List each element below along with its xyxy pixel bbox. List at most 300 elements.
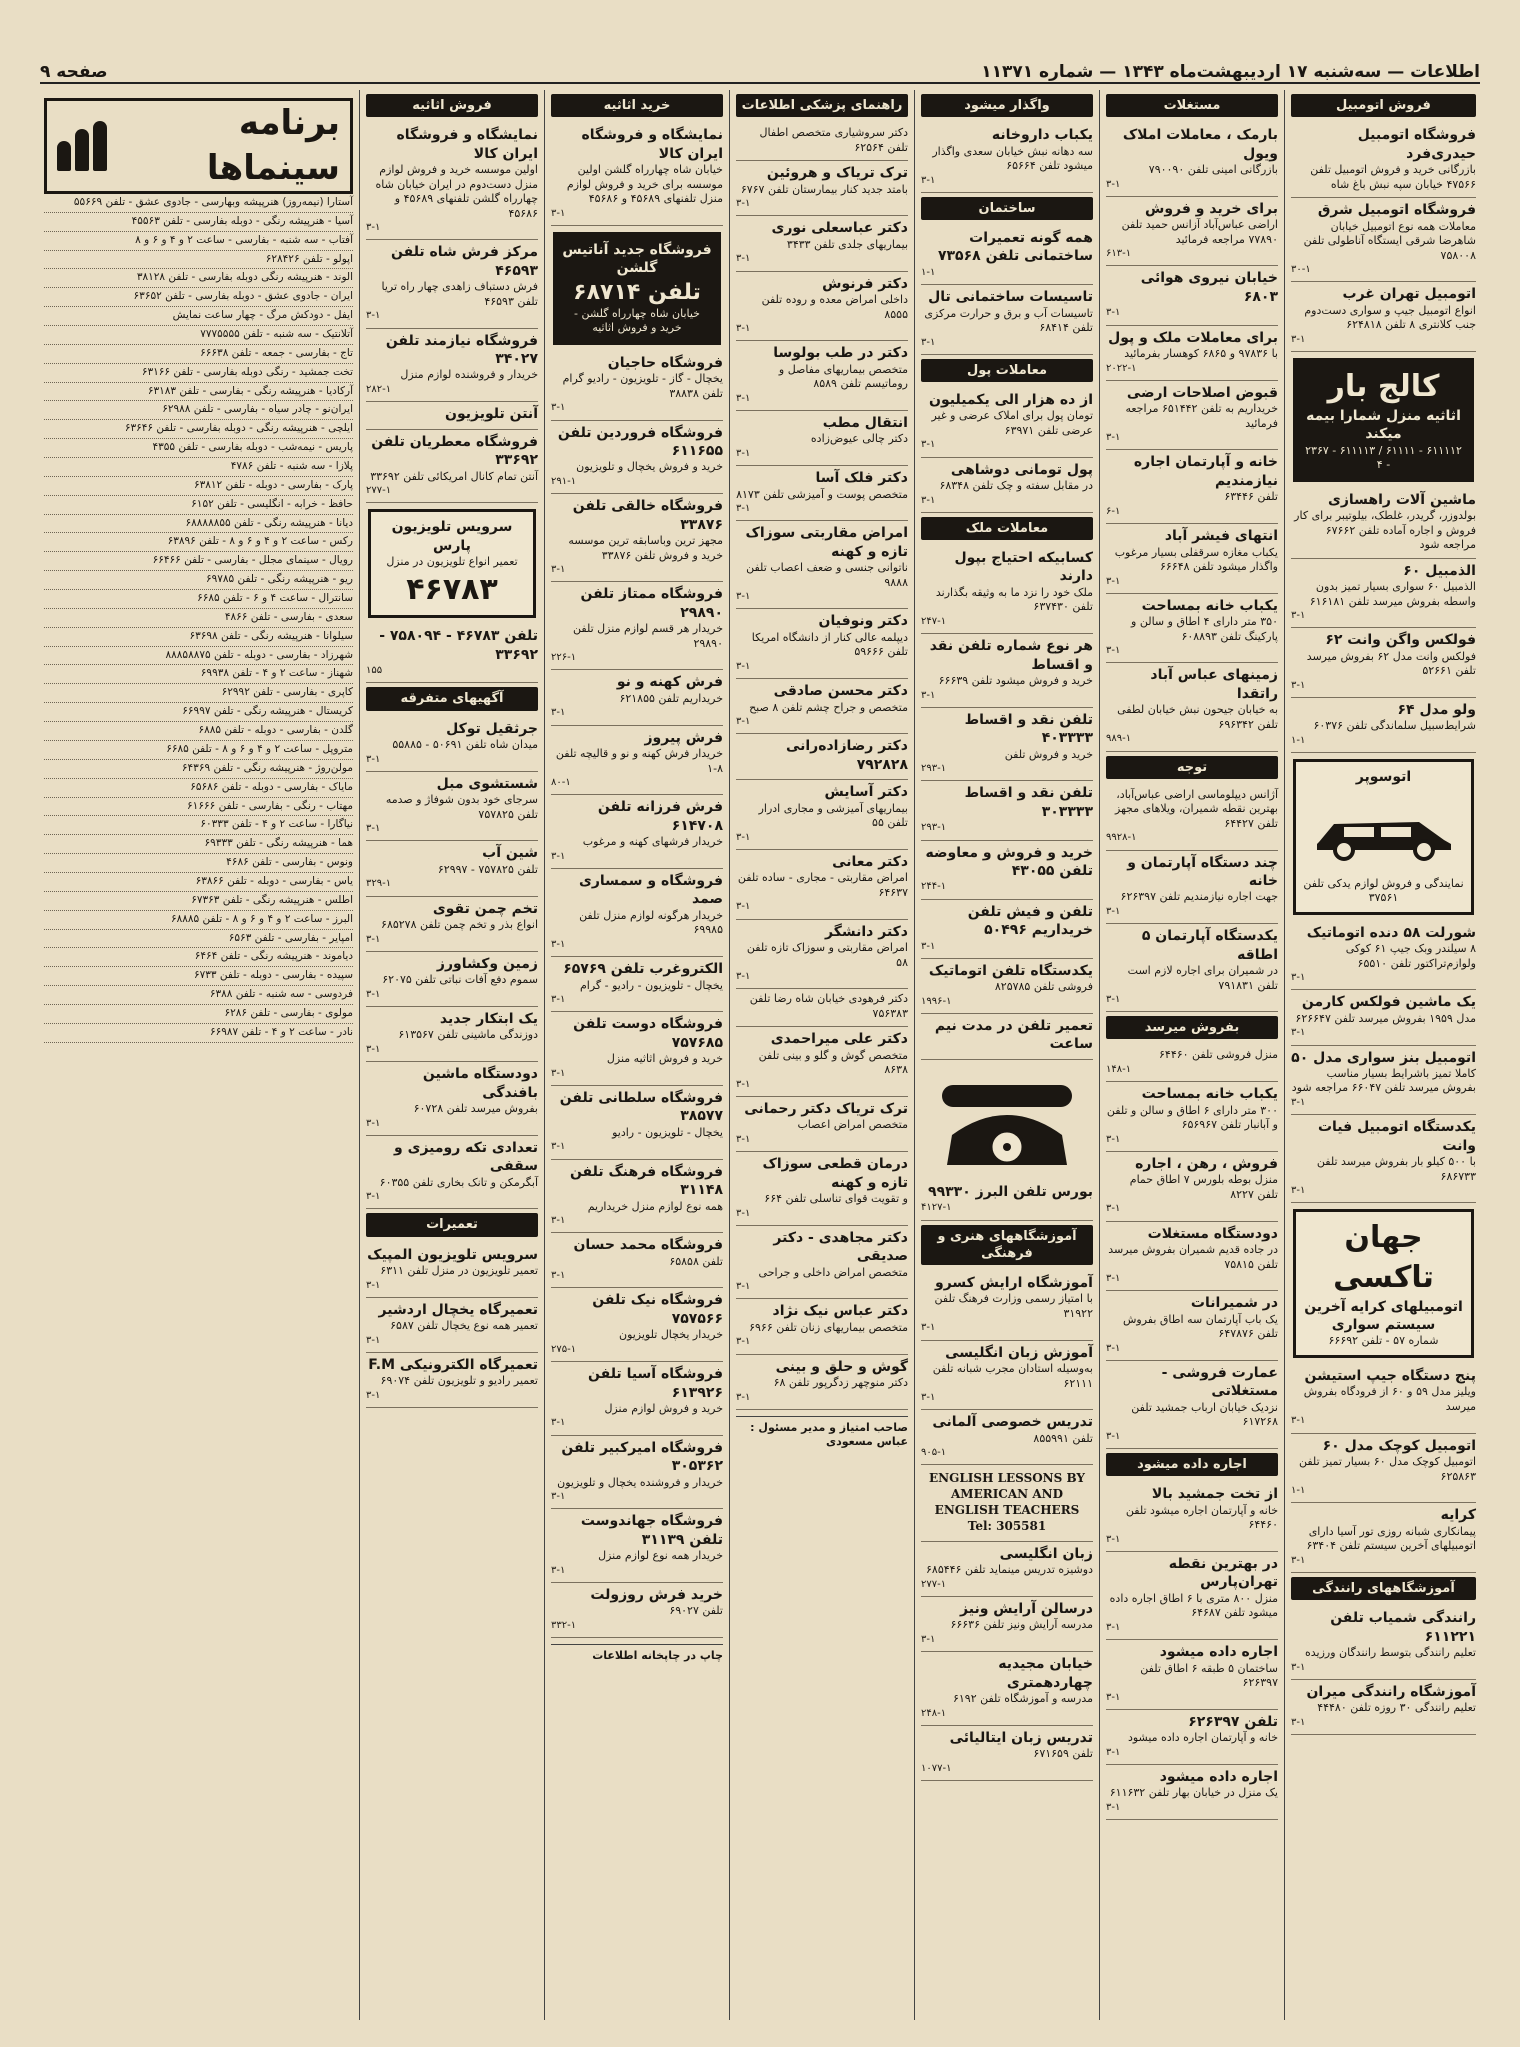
ad-ref: ۳-۱ bbox=[1291, 1554, 1306, 1566]
cinema-listing: مایاک - بفارسی - دوبله - تلفن ۶۵۶۸۶ bbox=[44, 779, 353, 798]
ad-body: تلفن ۷۵۷۸۲۵ - ۶۲۹۹۷ bbox=[437, 862, 538, 876]
ad-title: ترک تریاک و هروئین bbox=[766, 165, 908, 182]
ad-title: چند دستگاه آپارتمان و خانه bbox=[1127, 854, 1278, 889]
classified-ad bbox=[1106, 123, 1278, 197]
classified-ad bbox=[366, 952, 538, 1007]
ad-ref: ۳-۱ bbox=[1106, 1133, 1121, 1145]
classified-ad bbox=[736, 521, 908, 609]
ad-body: در مقابل سفته و چک تلفن ۶۸۳۴۸ bbox=[939, 479, 1093, 493]
ad-body: ۳۵۰ متر دارای ۴ اطاق و سالن و پارکینگ تلفن ۶۰۸۸۹۳ bbox=[1131, 615, 1278, 643]
ad-body: یخچال - تلویزیون - رادیو bbox=[612, 1125, 723, 1139]
ad-list bbox=[1291, 1606, 1476, 1735]
ad-title: قبوض اصلاحات ارضی bbox=[1126, 384, 1278, 401]
ad-title: نمایشگاه و فروشگاه ایران کالا bbox=[581, 127, 723, 162]
classified-ad bbox=[1106, 1482, 1278, 1552]
ad-body: اولین موسسه خرید و فروش لوازم منزل دست‌دوم در ایران خیابان شاه چهارراه گلشن تلفنهای ۴۵۶۸۹ و ۴۵۶۸۶ bbox=[375, 163, 538, 220]
ad-title: ترک تریاک دکتر رحمانی bbox=[744, 1100, 908, 1117]
english-lessons-ad bbox=[921, 1465, 1093, 1541]
ad-phones: ۶۱۱۱۱۲ - ۶۱۱۱۱ / ۶۱۱۱۱۳ - ۲۳۶۷ - ۴ bbox=[1305, 443, 1462, 472]
ad-body: خانه و آپارتمان اجاره داده میشود bbox=[1127, 1731, 1278, 1745]
ad-title: تعدادی تکه رومیزی و سقفی bbox=[394, 1139, 538, 1175]
ad-title: خرید و فروش و معاوضه تلفن ۴۳۰۵۵ bbox=[925, 844, 1093, 880]
ad-body: خرید و فروش اثاثیه منزل bbox=[606, 1052, 723, 1066]
classified-ad bbox=[551, 1436, 723, 1510]
ad-subtitle: اثاثیه منزل شمارا بیمه میکند bbox=[1306, 407, 1461, 443]
cinema-listing: ایران‌نو - چادر سیاه - بفارسی - تلفن ۶۲۹۸۸ bbox=[44, 401, 353, 420]
column-buy-furniture bbox=[544, 90, 729, 2020]
ad-list bbox=[1291, 123, 1476, 352]
printer-line: چاپ در چاپخانه اطلاعات bbox=[551, 1644, 723, 1664]
ad-ref: ۲۷۷-۱ bbox=[921, 1578, 947, 1590]
cinema-listing: آتلانتیک - سه شنبه - تلفن ۷۷۷۵۵۵۵ bbox=[44, 326, 353, 345]
ad-title: یک ابتکار جدید bbox=[439, 1010, 538, 1027]
classified-ad bbox=[1291, 1606, 1476, 1680]
ad-body: میدان شاه تلفن ۵۰۶۹۱ - ۵۵۸۸۵ bbox=[392, 738, 538, 752]
classified-ad bbox=[1106, 594, 1278, 664]
ad-title: دودستگاه مستغلات bbox=[1147, 1225, 1278, 1242]
ad-list bbox=[736, 123, 908, 1410]
ad-title: یکدستگاه اتومبیل فیات وانت bbox=[1317, 1119, 1476, 1154]
ad-body: سموم دفع آفات نباتی تلفن ۶۲۰۷۵ bbox=[382, 973, 538, 987]
classified-ad bbox=[551, 1509, 723, 1583]
ad-ref: ۳-۱ bbox=[551, 1067, 566, 1079]
ad-body: منزل فروشی تلفن ۶۴۴۶۰ bbox=[1159, 1048, 1278, 1062]
cinema-listing: رکس - ساعت ۲ و ۴ و ۶ و ۸ - تلفن ۶۳۸۹۶ bbox=[44, 533, 353, 552]
ad-title: سرویس تلویزیون المپیک bbox=[367, 1246, 538, 1263]
cinema-listing: البرز - ساعت ۲ و ۴ و ۶ و ۸ - تلفن ۶۸۸۸۵ bbox=[44, 911, 353, 930]
ad-title: یکدستگاه تلفن اتوماتیک bbox=[928, 962, 1093, 979]
ad-ref: ۳-۱ bbox=[366, 988, 381, 1000]
ad-ref: ۳-۱ bbox=[736, 503, 751, 515]
ad-ref: ۳-۱ bbox=[921, 439, 936, 451]
ad-title: بارمک ، معاملات املاک ویول bbox=[1122, 127, 1278, 162]
ad-body: با ۵۰۰ کیلو بار بفروش میرسد تلفن ۶۸۶۷۳۳ bbox=[1316, 1155, 1476, 1183]
ad-body: اتومبیل کوچک مدل ۶۰ بسیار تمیز تلفن ۶۲۵۸۶۳ bbox=[1298, 1455, 1476, 1483]
classified-ad bbox=[551, 1362, 723, 1436]
classified-ad bbox=[736, 216, 908, 271]
ad-title: تلفن ۶۲۶۳۹۷ bbox=[1188, 1713, 1278, 1730]
ad-ref: ۳-۱ bbox=[736, 660, 751, 672]
ad-phones: شماره ۵۷ - تلفن ۶۶۶۹۲ bbox=[1328, 1334, 1439, 1348]
ad-ref: ۳-۱ bbox=[1106, 645, 1121, 657]
classified-ad bbox=[736, 734, 908, 780]
ad-body: داخلی امراض معده و روده تلفن ۸۵۵۵ bbox=[761, 293, 908, 321]
ad-ref: ۳-۱ bbox=[1106, 1691, 1121, 1703]
ad-body: به خیابان جیحون نبش خیابان لطفی تلفن ۶۹۶۳۴۲ bbox=[1117, 703, 1278, 731]
ad-title: پول تومانی دوشاهی bbox=[950, 461, 1093, 478]
ad-title: همه گونه تعمیرات ساختمانی تلفن ۷۳۵۶۸ bbox=[937, 230, 1093, 265]
cinema-listing: متروپل - ساعت ۲ و ۴ و ۶ و ۸ - تلفن ۶۶۸۵ bbox=[44, 741, 353, 760]
ad-ref: ۲۴۷-۱ bbox=[921, 615, 947, 627]
classified-ad bbox=[921, 1726, 1093, 1781]
ad-title: درمان قطعی سوزاک تازه و کهنه bbox=[762, 1156, 908, 1191]
classified-ad bbox=[366, 1243, 538, 1298]
section-header: راهنمای پزشکی اطلاعات bbox=[736, 94, 908, 117]
classified-ad bbox=[1106, 924, 1278, 1012]
ad-title: فروشگاه خالقی تلفن ۳۳۸۷۶ bbox=[572, 498, 723, 533]
ad-body: تلفن ۶۵۸۵۸ bbox=[669, 1254, 723, 1268]
ad-title: اتوسوپر bbox=[1355, 769, 1412, 786]
classified-ad bbox=[1106, 450, 1278, 524]
ad-body: یخچال - گاز - تلویزیون - رادیو گرام تلفن ۳۸۸۳۸ bbox=[562, 372, 723, 400]
cinema-listing: اطلس - هنرپیشه رنگی - تلفن ۶۷۳۶۳ bbox=[44, 892, 353, 911]
ad-body: خیابان شاه چهارراه گلشن - خرید و فروش اثاثیه bbox=[574, 306, 700, 335]
classified-ad bbox=[736, 466, 908, 521]
ad-body: بازرگانی امینی تلفن ۷۹۰۰۹۰ bbox=[1148, 163, 1278, 177]
ad-ref: ۳-۱ bbox=[921, 336, 936, 348]
classified-ad bbox=[921, 1180, 1093, 1221]
ad-body: اراضی عباس‌آباد آزانس حمید تلفن ۷۷۸۹۰ مراجعه فرمائید bbox=[1121, 218, 1278, 246]
ad-body: تومان پول برای املاک عرضی و غیر عرضی تلفن ۶۳۹۷۱ bbox=[931, 409, 1093, 437]
ad-ref: ۳-۱ bbox=[1106, 575, 1121, 587]
ad-title: انتهای فیشر آباد bbox=[1164, 528, 1278, 545]
cinema-listing: دیاموند - هنرپیشه رنگی - تلفن ۶۴۶۴ bbox=[44, 948, 353, 967]
cinema-listing: الوند - هنرپیشه رنگی دوبله بفارسی - تلفن ۳۸۱۲۸ bbox=[44, 269, 353, 288]
ad-list bbox=[921, 1271, 1093, 1466]
ad-title: تلفن نقد و اقساط ۴۰۳۳۳۳ bbox=[964, 711, 1093, 747]
ad-body: خریدار هرگونه لوازم منزل تلفن ۶۹۹۸۵ bbox=[579, 908, 723, 937]
classified-ad bbox=[736, 989, 908, 1027]
ad-title: هر نوع شماره تلفن نقد و اقساط bbox=[929, 638, 1093, 673]
ad-body: آنتن تمام کانال امریکائی تلفن ۳۳۶۹۲ bbox=[370, 469, 538, 483]
ad-title: فرش کهنه و نو bbox=[616, 674, 723, 691]
classified-ad bbox=[1106, 1152, 1278, 1222]
cinema-list bbox=[44, 194, 353, 1043]
ad-ref: ۳-۱ bbox=[1106, 994, 1121, 1006]
ad-title: فروشگاه و سمساری صمد bbox=[578, 872, 723, 908]
section-header: ساختمان bbox=[921, 197, 1093, 220]
ad-ref: ۳-۱ bbox=[921, 940, 936, 952]
cinema-listing: نادر - ساعت ۲ و ۴ - تلفن ۶۶۹۸۷ bbox=[44, 1024, 353, 1043]
ad-body: ساختمان ۵ طبقه ۶ اطاق تلفن ۶۲۶۳۹۷ bbox=[1140, 1661, 1278, 1690]
ad-title: تعمیرگاه الکترونیکی F.M bbox=[368, 1356, 538, 1373]
publisher-line: صاحب امتیاز و مدیر مسئول : عباس مسعودی bbox=[736, 1416, 908, 1450]
classified-ad bbox=[736, 341, 908, 411]
telephone-icon bbox=[932, 1065, 1082, 1175]
ad-ref: ۳-۱ bbox=[736, 447, 751, 459]
ad-title: تخم چمن تقوی bbox=[432, 900, 538, 917]
column-cinemas bbox=[38, 90, 359, 2020]
ad-ref: ۳-۱ bbox=[366, 1389, 381, 1401]
ad-title: فروشگاه اتومبیل حیدری‌فرد bbox=[1357, 127, 1476, 162]
classified-ad bbox=[1291, 921, 1476, 991]
ad-body: متخصص پوست و آمیزشی تلفن ۸۱۷۳ bbox=[736, 487, 908, 501]
ad-ref: ۳-۱ bbox=[551, 564, 566, 576]
columns bbox=[38, 90, 1482, 2020]
ad-title: درسالن آرایش ونیز bbox=[960, 1600, 1093, 1617]
ad-body: جهت اجاره نیازمندیم تلفن ۶۲۶۳۹۷ bbox=[1120, 890, 1278, 904]
cinema-listing: پاریس - نیمه‌شب - دوبله بفارسی - تلفن ۴۳۵۵ bbox=[44, 439, 353, 458]
classified-ad bbox=[921, 1597, 1093, 1652]
ad-title: شین آب bbox=[482, 845, 538, 862]
ad-ref: ۳-۱ bbox=[736, 253, 751, 265]
ad-title: برای معاملات ملک و پول bbox=[1108, 329, 1278, 346]
ad-ref: ۳-۱ bbox=[921, 174, 936, 186]
ad-ref: ۳-۱ bbox=[366, 933, 381, 945]
ad-list bbox=[366, 717, 538, 1210]
classified-ad bbox=[921, 900, 1093, 959]
ad-body: خرید و فروش لوازم منزل bbox=[604, 1401, 723, 1415]
ad-body: خریدار و فروشنده یخچال و تلویزیون bbox=[557, 1475, 723, 1489]
classified-ad bbox=[551, 1086, 723, 1160]
ad-ref: ۳-۱ bbox=[736, 971, 751, 983]
classified-ad bbox=[921, 123, 1093, 193]
classified-ad bbox=[366, 624, 538, 683]
ad-ref: ۱۹۹۶-۱ bbox=[921, 995, 952, 1007]
ad-ref: ۳-۱ bbox=[551, 938, 566, 950]
ad-title: نمایشگاه و فروشگاه ایران کالا bbox=[396, 127, 538, 162]
ad-title: در شمیرانات bbox=[1190, 1295, 1278, 1312]
classified-ad bbox=[736, 161, 908, 216]
classified-ad bbox=[736, 1097, 908, 1152]
ad-ref: ۳-۱ bbox=[921, 1392, 936, 1404]
classified-ad bbox=[366, 1298, 538, 1353]
ad-body: خریدار فرشهای کهنه و مرغوب bbox=[582, 835, 723, 849]
ad-body: آژانس دیپلوماسی اراضی عباس‌آباد، بهترین نقطه شمیران، ویلاهای مجهز تلفن ۶۴۴۲۷ bbox=[1115, 787, 1278, 830]
ad-ref: ۳-۱ bbox=[551, 1564, 566, 1576]
ad-body: خریدار یخچال تلویزیون bbox=[618, 1328, 723, 1342]
classified-ad bbox=[1291, 990, 1476, 1045]
ad-body: فولکس وانت مدل ۶۲ بفروش میرسد تلفن ۵۲۶۶۱ bbox=[1306, 649, 1476, 678]
ad-body: نمایندگی و فروش لوازم یدکی تلفن ۳۷۵۶۱ bbox=[1303, 876, 1464, 905]
cinema-listing: مولن‌روژ - هنرپیشه رنگی - تلفن ۶۴۳۶۹ bbox=[44, 760, 353, 779]
ad-ref: ۳-۱ bbox=[1291, 1185, 1306, 1197]
classified-ad bbox=[1291, 1364, 1476, 1434]
classified-ad bbox=[1106, 1710, 1278, 1765]
classified-ad bbox=[366, 1136, 538, 1210]
ad-ref: ۳-۱ bbox=[366, 310, 381, 322]
college-bar-ad bbox=[1293, 358, 1474, 482]
jahan-taxi-ad bbox=[1293, 1209, 1474, 1358]
ad-body: دکتر منوچهر زدگرپور تلفن ۶۸ bbox=[773, 1376, 908, 1390]
ad-ref: ۳-۱ bbox=[736, 1078, 751, 1090]
classified-ad bbox=[1106, 1765, 1278, 1820]
ad-title: اجاره داده میشود bbox=[1159, 1768, 1278, 1785]
ad-ref: ۳-۱ bbox=[1291, 333, 1306, 345]
classified-ad bbox=[551, 670, 723, 725]
ad-ref: ۳-۱ bbox=[1106, 1203, 1121, 1215]
cinema-listing: هما - هنرپیشه رنگی - تلفن ۶۹۳۳۳ bbox=[44, 835, 353, 854]
telephone-illustration bbox=[921, 1060, 1093, 1180]
ad-body: متخصص گوش و گلو و بینی تلفن ۸۶۳۸ bbox=[758, 1048, 908, 1077]
classified-ad bbox=[1106, 326, 1278, 381]
ad-ref: ۳-۱ bbox=[1291, 1097, 1306, 1108]
ad-ref: ۳-۱ bbox=[366, 1334, 381, 1346]
cinema-listing: تاج - بفارسی - جمعه - تلفن ۶۶۶۳۸ bbox=[44, 345, 353, 364]
ad-title: خیابان مجیدیه چهاردهمتری bbox=[998, 1656, 1093, 1691]
ad-title: فروشگاه فروردین تلفن ۶۱۱۶۵۵ bbox=[557, 424, 723, 459]
ad-ref: ۲۷۷-۱ bbox=[366, 485, 392, 497]
ad-title: فروشگاه معطریان تلفن ۳۳۶۹۲ bbox=[371, 433, 538, 469]
ad-title: ولو مدل ۶۴ bbox=[1397, 701, 1476, 718]
cinema-listing: رویال - سینمای مجلل - بفارسی - تلفن ۶۶۴۶۶ bbox=[44, 552, 353, 571]
classified-ad bbox=[551, 351, 723, 421]
cinema-listing: یاس - بفارسی - دوبله - تلفن ۶۳۸۶۶ bbox=[44, 873, 353, 892]
ad-ref: ۳-۱ bbox=[1106, 1342, 1121, 1354]
classified-ad bbox=[921, 458, 1093, 513]
classified-ad bbox=[736, 850, 908, 920]
classified-ad bbox=[366, 1353, 538, 1408]
ad-title: الذمبیل ۶۰ bbox=[1403, 562, 1476, 579]
ad-body: همه نوع لوازم منزل خریداریم bbox=[587, 1199, 723, 1213]
ad-body: منزل بوطه بلورس ۷ اطاق حمام تلفن ۸۲۲۷ bbox=[1129, 1173, 1278, 1201]
ad-title: انتقال مطب bbox=[822, 414, 908, 431]
classified-ad bbox=[366, 841, 538, 896]
cinema-listing: پلازا - سه شنبه - تلفن ۴۷۸۶ bbox=[44, 458, 353, 477]
ad-title: دکتر آسایش bbox=[824, 784, 908, 801]
ad-title: یکدستگاه آپارتمان ۵ اطاقه bbox=[1141, 928, 1278, 963]
ad-ref: ۳-۱ bbox=[1106, 1273, 1121, 1285]
classified-ad bbox=[921, 388, 1093, 458]
classified-ad bbox=[921, 226, 1093, 285]
ad-title: فولکس واگن وانت ۶۲ bbox=[1325, 632, 1476, 649]
ad-body: ناتوانی جنسی و ضعف اعصاب تلفن ۹۸۸۸ bbox=[746, 561, 908, 589]
classified-ad bbox=[736, 920, 908, 990]
cinema-listing: مهتاب - رنگی - بفارسی - تلفن ۶۱۶۶۶ bbox=[44, 798, 353, 817]
ad-title: فروشگاه جدید آناتیس گلشن bbox=[562, 241, 712, 277]
car-icon bbox=[1309, 802, 1459, 862]
classified-ad bbox=[1106, 663, 1278, 751]
ad-body: خریدار فرش کهنه و نو و قالیچه تلفن ۸-۱ bbox=[555, 747, 723, 775]
ad-list bbox=[921, 546, 1093, 959]
ad-body: تعمیر انواع تلویزیون در منزل bbox=[386, 555, 518, 569]
ad-list bbox=[921, 1542, 1093, 1781]
people-illustration bbox=[57, 121, 107, 171]
ad-title: دکتر رضازاده‌رانی ۷۹۲۸۲۸ bbox=[785, 738, 908, 773]
cinema-listing: کریستال - هنرپیشه رنگی - تلفن ۶۶۹۹۷ bbox=[44, 703, 353, 722]
classified-ad bbox=[551, 869, 723, 957]
column-medical bbox=[729, 90, 914, 2020]
classified-ad bbox=[736, 679, 908, 734]
classified-ad bbox=[921, 1410, 1093, 1465]
ad-body: دیپلمه عالی کنار از دانشگاه امریکا تلفن ۵۹۶۶۶ bbox=[751, 630, 908, 659]
ad-list bbox=[366, 123, 538, 503]
ad-title: تلفن و فیش تلفن خریداریم ۵۰۴۹۶ bbox=[967, 903, 1093, 939]
ad-ref: ۳-۱ bbox=[1106, 905, 1121, 917]
ad-title: فرش پیروز bbox=[644, 729, 723, 746]
ad-body: تلفن ۸۵۵۹۹۱ bbox=[1033, 1431, 1093, 1445]
section-header: معاملات پول bbox=[921, 359, 1093, 382]
ad-title: دکتر در طب بولوسا bbox=[773, 345, 908, 362]
autosuper-ad bbox=[1293, 759, 1474, 915]
ad-body: مدرسه و آموزشگاه تلفن ۶۱۹۲ bbox=[952, 1692, 1093, 1706]
ad-ref: ۳-۱ bbox=[1291, 1716, 1306, 1728]
ad-title: تاسیسات ساختمانی تال bbox=[928, 289, 1093, 306]
classified-ad bbox=[1106, 197, 1278, 267]
ad-body: خیابان شاه چهارراه گلشن اولین موسسه برای خرید و فروش لوازم منزل تلفنهای ۴۵۶۸۹ و ۴۵۶۸۶ bbox=[566, 163, 723, 206]
classified-ad bbox=[551, 1583, 723, 1638]
classified-ad bbox=[921, 1341, 1093, 1411]
classified-ad bbox=[551, 494, 723, 582]
ad-list bbox=[921, 123, 1093, 193]
ad-ref: ۳-۱ bbox=[1106, 1746, 1121, 1758]
ad-ref: ۳-۱ bbox=[1106, 307, 1121, 319]
classified-ad bbox=[1291, 559, 1476, 629]
cinema-program-title: برنامه سینماها bbox=[206, 103, 340, 188]
ad-title: فروشگاه فرهنگ تلفن ۳۱۱۴۸ bbox=[569, 1163, 723, 1199]
ad-title: جهان تاکسی bbox=[1333, 1220, 1434, 1295]
ad-body: خانه و آپارتمان اجاره میشود تلفن ۶۴۴۶۰ bbox=[1125, 1503, 1278, 1532]
classified-ad bbox=[1291, 488, 1476, 559]
ad-body: متخصص بیماریهای زنان تلفن ۶۹۶۶ bbox=[749, 1320, 908, 1334]
ad-body: متخصص بیماریهای مفاصل و روماتیسم تلفن ۸۵۸۹ bbox=[778, 362, 908, 391]
classified-ad bbox=[921, 708, 1093, 782]
ad-body: بامتد جدید کنار بیمارستان تلفن ۶۷۶۷ bbox=[740, 182, 908, 196]
ad-title: یک ماشین فولکس کارمن bbox=[1301, 994, 1476, 1011]
ad-title: شورلت ۵۸ دنده اتوماتیک bbox=[1306, 924, 1476, 941]
ad-body: تعمیر همه نوع یخچال تلفن ۶۵۸۷ bbox=[390, 1319, 538, 1333]
cinema-listing: ایران - جادوی عشق - دوبله بفارسی - تلفن ۶۳۶۵۲ bbox=[44, 288, 353, 307]
classified-ad bbox=[366, 240, 538, 328]
ad-body: فروشی تلفن ۸۲۵۷۸۵ bbox=[994, 980, 1093, 994]
cinema-listing: آستارا (نیمه‌روز) هنرپیشه وبهارسی - جادوی عشق - تلفن ۵۵۶۶۹ bbox=[44, 194, 353, 213]
ad-body: سرجای خود بدون شوفاژ و صدمه تلفن ۷۵۷۸۲۵ bbox=[385, 793, 538, 821]
ad-ref: ۶-۱ bbox=[1106, 505, 1121, 517]
ad-title: دکتر فرنوش bbox=[822, 275, 908, 292]
ad-ref: ۳-۱ bbox=[551, 994, 566, 1006]
ad-ref: ۳-۱ bbox=[1106, 1533, 1121, 1545]
ad-ref: ۳-۱ bbox=[551, 850, 566, 862]
ad-title: شستشوی مبل bbox=[436, 775, 538, 792]
ad-body: تعلیم رانندگی بتوسط رانندگان ورزیده bbox=[1304, 1646, 1476, 1660]
ad-body: بیماریهای آمیزشی و مجاری ادرار تلفن ۵۵ bbox=[758, 801, 908, 830]
ad-title: فرش فرزانه تلفن ۶۱۴۷۰۸ bbox=[597, 799, 723, 834]
classified-ad bbox=[1106, 1361, 1278, 1449]
ad-list bbox=[1106, 1045, 1278, 1449]
ad-ref: ۳-۱ bbox=[1291, 679, 1306, 691]
ad-ref: ۳-۱ bbox=[736, 1133, 751, 1145]
classified-ad bbox=[551, 726, 723, 796]
ad-ref: ۳-۱ bbox=[1291, 1661, 1306, 1673]
ad-body: دکتر سروشیاری متخصص اطفال تلفن ۶۲۵۶۴ bbox=[759, 126, 908, 154]
issue-date: سه‌شنبه ۱۷ اردیبهشت‌ماه ۱۳۴۳ bbox=[1122, 62, 1382, 82]
ad-body: خریداریم به تلفن ۶۵۱۴۴۲ مراجعه فرمائید bbox=[1125, 402, 1278, 430]
ad-body: بولدوزر، گریدر، غلطک، بیلوتیبر برای کار فروش و اجاره آماده تلفن ۶۷۶۶۲ مراجعه شود bbox=[1294, 509, 1476, 552]
ad-list bbox=[1291, 921, 1476, 1204]
person-icon bbox=[57, 141, 71, 171]
cinema-program-header bbox=[44, 98, 353, 194]
section-header: فروش اثاثیه bbox=[366, 94, 538, 117]
cinema-listing: ریو - هنرپیشه رنگی - تلفن ۶۹۷۸۵ bbox=[44, 571, 353, 590]
ad-ref: ۲۲۶-۱ bbox=[551, 652, 577, 664]
ad-title: سرویس تلویزیون پارس bbox=[391, 519, 513, 554]
classified-ad bbox=[921, 546, 1093, 634]
ad-title: اجاره داده میشود bbox=[1159, 1644, 1278, 1661]
ad-title: خیابان نیروی هوائی ۶۸۰۳ bbox=[1140, 270, 1278, 305]
classified-ad bbox=[1106, 1640, 1278, 1710]
ad-body: تاسیسات آب و برق و حرارت مرکزی تلفن ۶۸۴۱۴ bbox=[924, 306, 1093, 335]
classified-ad bbox=[1291, 698, 1476, 753]
classified-ad bbox=[921, 959, 1093, 1014]
ad-title: فروش ، رهن ، اجاره bbox=[1135, 1155, 1278, 1172]
ad-title: فروشگاه امیرکبیر تلفن ۳۰۵۳۶۲ bbox=[561, 1439, 723, 1475]
ad-ref: ۳۲۹-۱ bbox=[366, 878, 392, 890]
ad-body: تعمیر تلویزیون در منزل تلفن ۶۳۱۱ bbox=[380, 1264, 538, 1278]
classified-ad bbox=[736, 1299, 908, 1354]
cinema-listing: آرکادیا - هنرپیشه رنگی - بفارسی - تلفن ۶۳۱۸۳ bbox=[44, 383, 353, 402]
ad-ref: ۳-۱ bbox=[366, 1043, 381, 1055]
classified-ad bbox=[921, 1652, 1093, 1726]
ad-ref: ۳-۱ bbox=[736, 198, 751, 210]
ad-body: تلفن ۶۹۰۲۷ bbox=[669, 1604, 723, 1618]
ad-title: کسابیکه احتیاج بپول دارند bbox=[954, 549, 1093, 585]
cinema-listing: سانترال - ساعت ۴ و ۶ - تلفن ۶۶۸۵ bbox=[44, 590, 353, 609]
cinema-listing: دیانا - هنرپیشه رنگی - تلفن ۶۸۸۸۸۸۵۵ bbox=[44, 515, 353, 534]
ad-body: دوشیزه تدریس مینماید تلفن ۶۸۵۴۴۶ bbox=[926, 1563, 1093, 1577]
ad-title: از تخت جمشید بالا bbox=[1151, 1486, 1278, 1503]
cinema-listing: پارک - بفارسی - دوبله - تلفن ۶۳۸۱۲ bbox=[44, 477, 353, 496]
cinema-listing: گلدن - بفارسی - دوبله - تلفن ۶۸۸۵ bbox=[44, 722, 353, 741]
